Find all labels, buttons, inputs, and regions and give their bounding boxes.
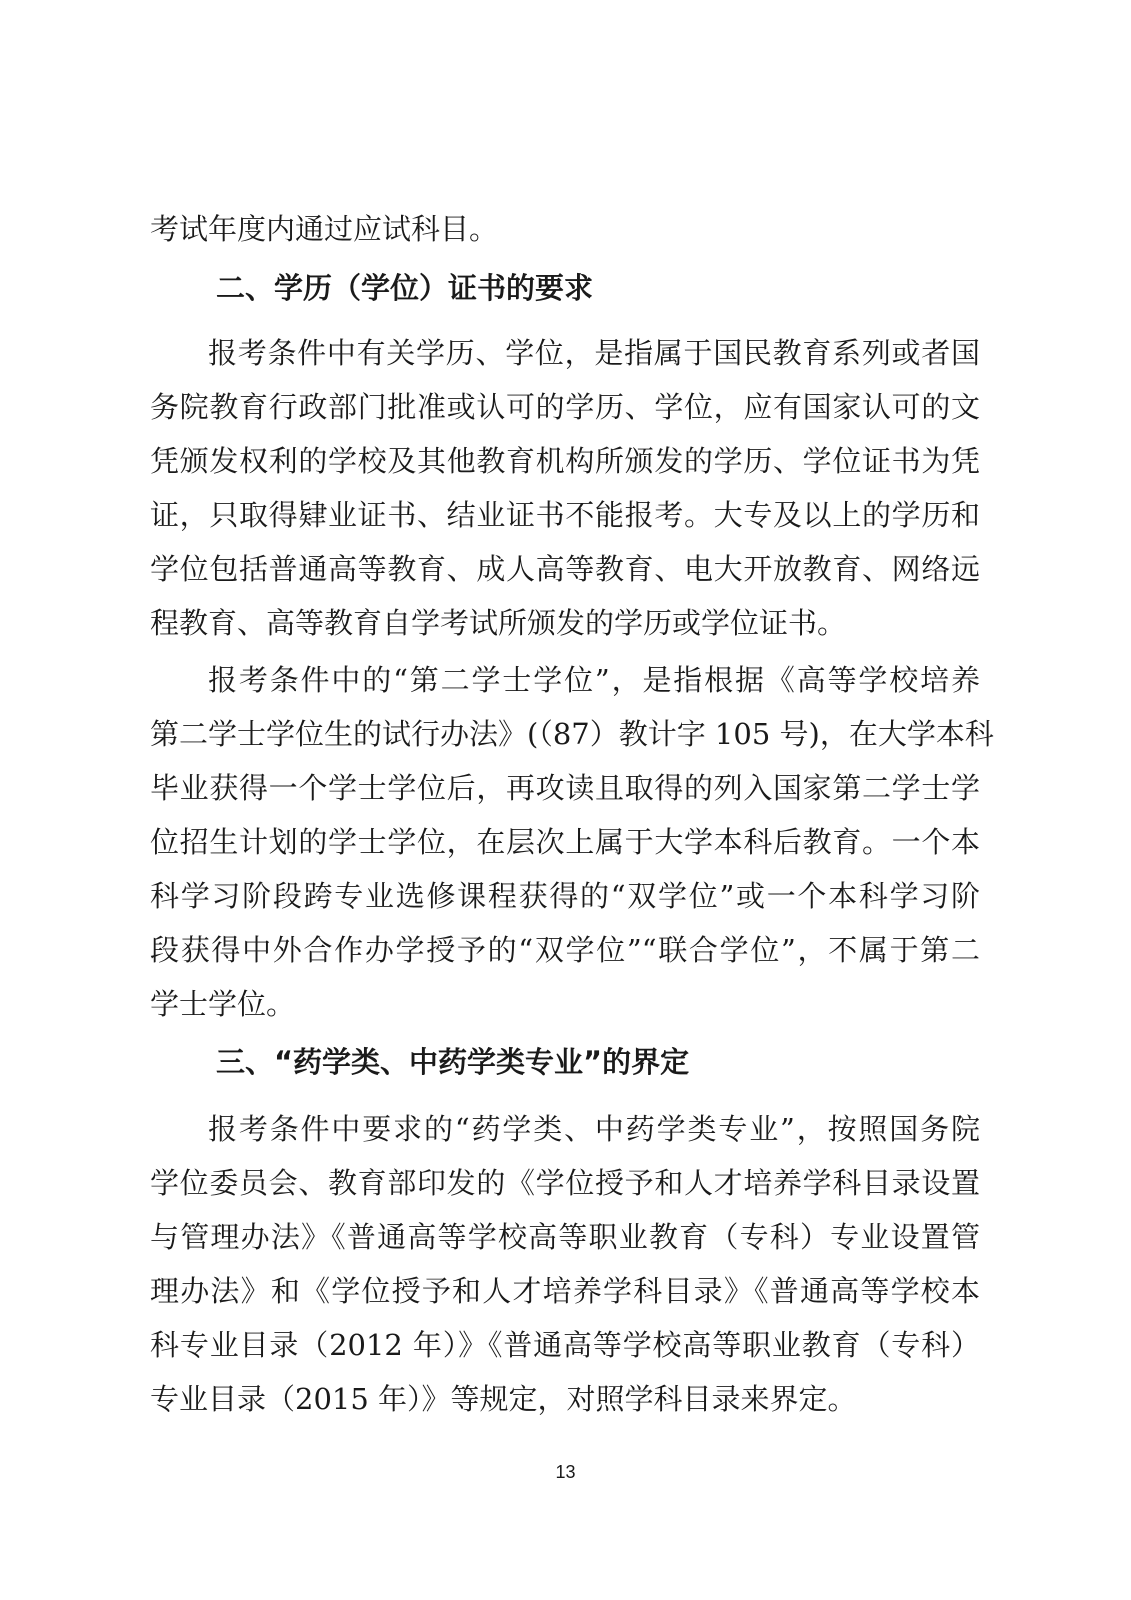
paragraph-line: 专业目录（2015 年）》等规定，对照学科目录来界定。 — [150, 1382, 857, 1416]
paragraph-line: 科学习阶段跨专业选修课程获得的“双学位”或一个本科学习阶 — [150, 879, 980, 913]
paragraph-line: 报考条件中有关学历、学位，是指属于国民教育系列或者国 — [208, 336, 980, 370]
paragraph-line: 科专业目录（2012 年）》《普通高等学校高等职业教育（专科） — [150, 1328, 980, 1362]
paragraph-line: 第二学士学位生的试行办法》(（87）教计字 105 号)，在大学本科 — [150, 717, 994, 751]
paragraph-line: 报考条件中要求的“药学类、中药学类专业”，按照国务院 — [208, 1112, 980, 1146]
paragraph-line: 理办法》和《学位授予和人才培养学科目录》《普通高等学校本 — [150, 1274, 980, 1308]
paragraph-line: 段获得中外合作办学授予的“双学位”“联合学位”，不属于第二 — [150, 933, 980, 967]
paragraph-line: 学位包括普通高等教育、成人高等教育、电大开放教育、网络远 — [150, 552, 980, 586]
paragraph-line: 报考条件中的“第二学士学位”，是指根据《高等学校培养 — [208, 663, 980, 697]
paragraph-line: 与管理办法》《普通高等学校高等职业教育（专科）专业设置管 — [150, 1220, 980, 1254]
continuation-line: 考试年度内通过应试科目。 — [150, 212, 499, 246]
paragraph-line: 位招生计划的学士学位，在层次上属于大学本科后教育。一个本 — [150, 825, 980, 859]
paragraph-line: 凭颁发权利的学校及其他教育机构所颁发的学历、学位证书为凭 — [150, 444, 980, 478]
paragraph-line: 程教育、高等教育自学考试所颁发的学历或学位证书。 — [150, 606, 847, 640]
paragraph-line: 毕业获得一个学士学位后，再攻读且取得的列入国家第二学士学 — [150, 771, 980, 805]
paragraph-line: 学士学位。 — [150, 987, 296, 1021]
paragraph-line: 务院教育行政部门批准或认可的学历、学位，应有国家认可的文 — [150, 390, 980, 424]
paragraph-line: 学位委员会、教育部印发的《学位授予和人才培养学科目录设置 — [150, 1166, 980, 1200]
paragraph-line: 证，只取得肄业证书、结业证书不能报考。大专及以上的学历和 — [150, 498, 980, 532]
page-number: 13 — [555, 1462, 576, 1482]
section-heading: 二、学历（学位）证书的要求 — [216, 271, 594, 305]
section-heading: 三、“药学类、中药学类专业”的界定 — [216, 1045, 690, 1079]
